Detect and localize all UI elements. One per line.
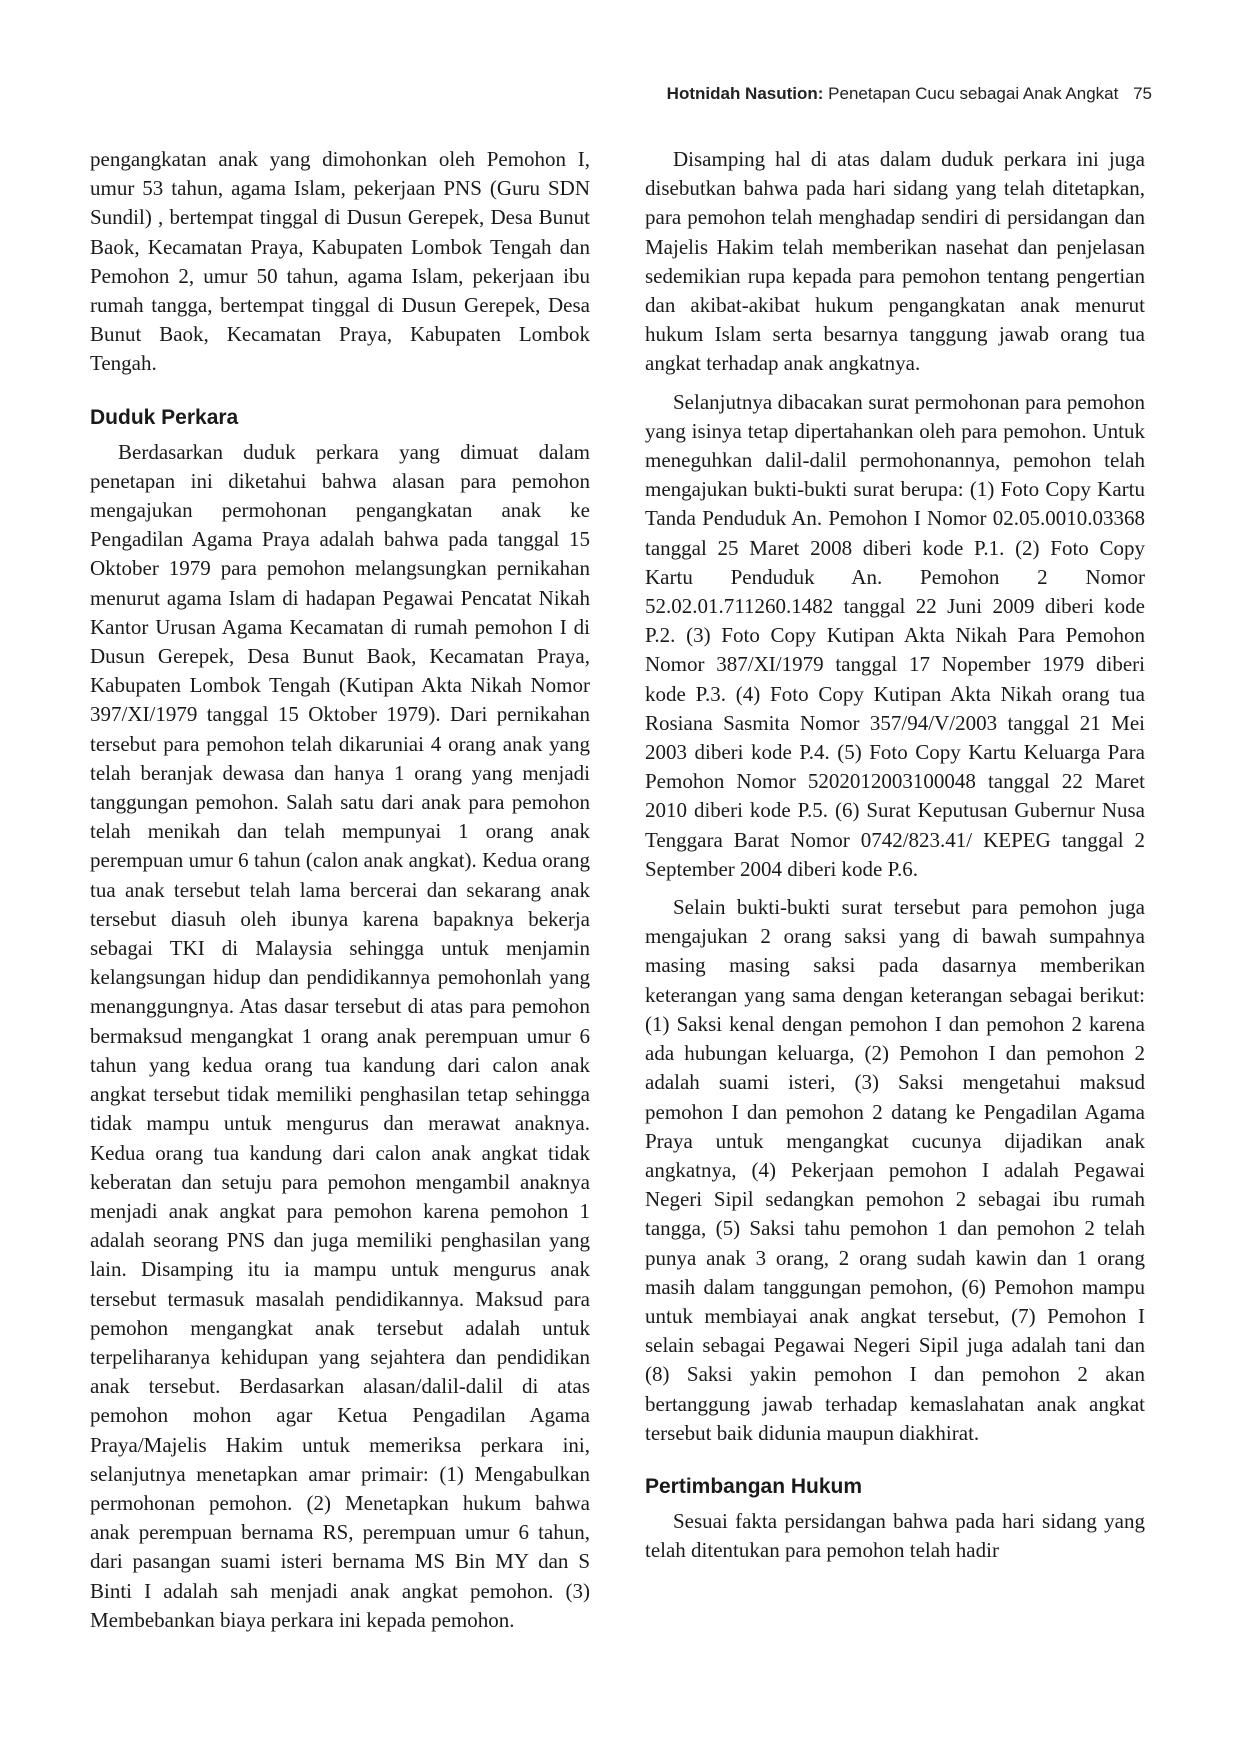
paragraph: pengangkatan anak yang dimohonkan oleh Pemohon I, umur 53 tahun, agama Islam, pekerjaan PNS (Guru SDN Sundil) , bertempat tinggal di Dusun Gerepek, Desa Bunut Baok, Kecamatan Praya, Kabupaten Lombok Tengah dan Pemohon 2, umur 50 tahun, agama Islam, pekerjaan ibu rumah tangga, bertempat tinggal di Dusun Gerepek, Desa Bunut Baok, Kecamatan Praya, Kabupaten Lombok Tengah. <box>90 147 590 376</box>
paragraph: Selanjutnya dibacakan surat permohonan para pemohon yang isinya tetap dipertahankan oleh para pemohon. Untuk meneguhkan dalil-dalil permohonannya, pemohon telah mengajukan bukti-bukti surat berupa: (1) Foto Copy Kartu Tanda Penduduk An. Pemohon I Nomor 02.05.0010.03368 tanggal 25 Maret 2008 diberi kode P.1. (2) Foto Copy Kartu Penduduk An. Pemohon 2 Nomor 52.02.01.711260.1482 tanggal 22 Juni 2009 diberi kode P.2. (3) Foto Copy Kutipan Akta Nikah Para Pemohon Nomor 387/XI/1979 tanggal 17 Nopember 1979 diberi kode P.3. (4) Foto Copy Kutipan Akta Nikah orang tua Rosiana Sasmita Nomor 357/94/V/2003 tanggal 21 Mei 2003 diberi kode P.4. (5) Foto Copy Kartu Keluarga Para Pemohon Nomor 5202012003100048 tanggal 22 Maret 2010 diberi kode P.5. (6) Surat Keputusan Gubernur Nusa Tenggara Barat Nomor 0742/823.41/ KEPEG tanggal 2 September 2004 diberi kode P.6. <box>645 389 1145 881</box>
header-author: Hotnidah Nasution: <box>666 84 824 103</box>
paragraph: Berdasarkan duduk perkara yang dimuat dalam penetapan ini diketahui bahwa alasan para pemohon mengajukan permohonan pengangkatan anak ke Pengadilan Agama Praya adalah bahwa pada tanggal 15 Oktober 1979 para pemohon melangsungkan pernikahan menurut agama Islam di hadapan Pegawai Pencatat Nikah Kantor Urusan Agama Kecamatan di rumah pemohon I di Dusun Gerepek, Desa Bunut Baok, Kecamatan Praya, Kabupaten Lombok Tengah (Kutipan Akta Nikah Nomor 397/XI/1979 tanggal 15 Oktober 1979). Dari pernikahan tersebut para pemohon telah dikaruniai 4 orang anak yang telah beranjak dewasa dan hanya 1 orang yang menjadi tanggungan pemohon. Salah satu dari anak para pemohon telah menikah dan telah mempunyai 1 orang anak perempuan umur 6 tahun (calon anak angkat). Kedua orang tua anak tersebut telah lama bercerai dan sekarang anak tersebut diasuh oleh ibunya karena bapaknya bekerja sebagai TKI di Malaysia sehingga untuk menjamin kelangsungan hidup dan pendidikannya pemohonlah yang menanggungnya. Atas dasar tersebut di atas para pemohon bermaksud mengangkat 1 orang anak perempuan umur 6 tahun yang kedua orang tua kandung dari calon anak angkat tersebut tidak memiliki penghasilan tetap sehingga tidak mampu untuk mengurus dan merawat anaknya. Kedua orang tua kandung dari calon anak angkat tidak keberatan dan setuju para pemohon mengambil anaknya menjadi anak angkat para pemohon karena pemohon 1 adalah seorang PNS dan juga memiliki penghasilan yang lain. Disamping itu ia mampu untuk mengurus anak tersebut termasuk masalah pendidikannya. Maksud para pemohon mengangkat anak tersebut adalah untuk terpeliharanya kehidupan yang sejahtera dan pendidikan anak tersebut. Berdasarkan alasan/dalil-dalil di atas pemohon mohon agar Ketua Pengadilan Agama Praya/Majelis Hakim untuk memeriksa perkara ini, selanjutnya menetapkan amar primair: (1) Mengabulkan permohonan pemohon. (2) Menetapkan hukum bahwa anak perempuan bernama RS, perempuan umur 6 tahun, dari pasangan suami isteri bernama MS Bin MY dan S Binti I adalah sah menjadi anak angkat pemohon. (3) Membebankan biaya perkara ini kepada pemohon. <box>90 439 590 1632</box>
left-column <box>90 145 590 1635</box>
header-title: Penetapan Cucu sebagai Anak Angkat <box>828 84 1119 103</box>
paragraph: Disamping hal di atas dalam duduk perkara ini juga disebutkan bahwa pada hari sidang yang telah ditetapkan, para pemohon telah menghadap sendiri di persidangan dan Majelis Hakim telah memberikan nasehat dan penjelasan sedemikian rupa kepada para pemohon tentang pengertian dan akibat-akibat hukum pengangkatan anak menurut hukum Islam serta besarnya tanggung jawab orang tua angkat terhadap anak angkatnya. <box>645 147 1145 376</box>
paragraph: Sesuai fakta persidangan bahwa pada hari sidang yang telah ditentukan para pemohon telah hadir <box>645 1508 1145 1563</box>
section-heading-pertimbangan-hukum: Pertimbangan Hukum <box>645 1474 863 1498</box>
section-heading-duduk-perkara: Duduk Perkara <box>90 405 239 429</box>
right-column <box>645 145 1145 1565</box>
running-header <box>667 84 1152 104</box>
page-number: 75 <box>1133 84 1152 103</box>
paragraph: Selain bukti-bukti surat tersebut para pemohon juga mengajukan 2 orang saksi yang di bawah sumpahnya masing masing saksi pada dasarnya memberikan keterangan yang sama dengan keterangan sebagai berikut: (1) Saksi kenal dengan pemohon I dan pemohon 2 karena ada hubungan keluarga, (2) Pemohon I dan pemohon 2 adalah suami isteri, (3) Saksi mengetahui maksud pemohon I dan pemohon 2 datang ke Pengadilan Agama Praya untuk mengangkat cucunya dijadikan anak angkatnya, (4) Pekerjaan pemohon I adalah Pegawai Negeri Sipil sedangkan pemohon 2 sebagai ibu rumah tangga, (5) Saksi tahu pemohon 1 dan pemohon 2 telah punya anak 3 orang, 2 orang sudah kawin dan 1 orang masih dalam tanggungan pemohon, (6) Pemohon mampu untuk membiayai anak angkat tersebut, (7) Pemohon I selain sebagai Pegawai Negeri Sipil juga adalah tani dan (8) Saksi yakin pemohon I dan pemohon 2 akan bertanggung jawab terhadap kemaslahatan anak angkat tersebut baik didunia maupun diakhirat. <box>645 895 1145 1445</box>
